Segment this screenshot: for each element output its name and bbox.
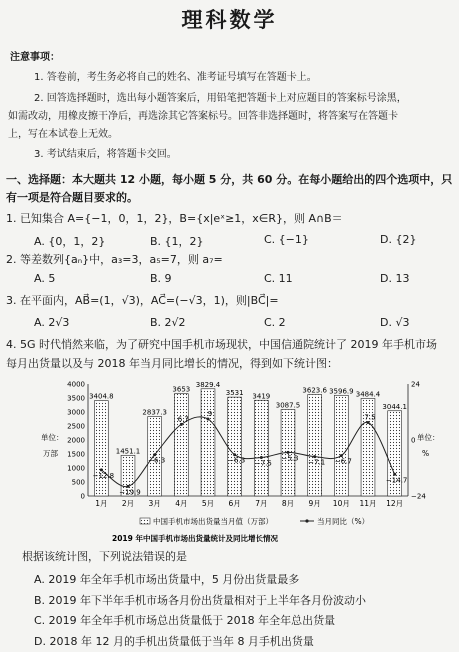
left-tick-label: 4000 xyxy=(67,380,85,389)
bar-value-label: 3531 xyxy=(225,389,244,398)
q4-ask: 根据该统计图，下列说法错误的是 xyxy=(22,550,187,563)
bar-value-label: 3829.4 xyxy=(195,380,221,389)
bar xyxy=(201,389,215,496)
q3-stem: 3. 在平面内，AB⃗=(1，√3)，AC⃗=(−√3，1)，则|BC⃗|= xyxy=(6,294,279,307)
q1-stem: 1. 已知集合 A={−1，0，1，2}，B={x|eˣ≥1，x∈R}，则 A∩B＝ xyxy=(6,212,343,225)
growth-value-label: −14.7 xyxy=(385,476,408,485)
bar xyxy=(228,397,242,496)
growth-value-label: −6.7 xyxy=(334,457,352,466)
x-tick-label: 12月 xyxy=(386,499,404,508)
q4-option-a: A. 2019 年全年手机市场出货量中，5 月份出货量最多 xyxy=(34,573,300,586)
x-tick-label: 8月 xyxy=(281,499,295,508)
x-tick-label: 10月 xyxy=(332,499,350,508)
bar-value-label: 3419 xyxy=(252,392,271,401)
growth-value-label: −7.1 xyxy=(308,458,326,467)
right-tick-label: 0 xyxy=(411,436,416,445)
growth-value-label: −19.9 xyxy=(119,488,141,497)
note-line-3: 如需改动，用橡皮擦干净后，再选涂其它答案标号。回答非选择题时，将答案写在答题卡 xyxy=(8,111,398,122)
legend-line-marker xyxy=(305,519,308,522)
x-tick-label: 11月 xyxy=(359,499,377,508)
bar xyxy=(308,395,322,496)
left-axis-label-2: 万部 xyxy=(43,449,58,458)
left-tick-label: 500 xyxy=(71,478,85,487)
q1-option-b: B. {1，2} xyxy=(150,235,204,248)
shipment-chart xyxy=(32,378,440,548)
x-tick-label: 3月 xyxy=(148,499,161,508)
q2-stem: 2. 等差数列{aₙ}中，a₃=3，a₅=7，则 a₇= xyxy=(6,253,223,266)
bar-value-label: 3484.4 xyxy=(355,390,381,399)
right-tick-label: 24 xyxy=(411,380,420,389)
page-title: 理科数学 xyxy=(181,7,278,32)
notes-heading: 注意事项： xyxy=(10,52,60,63)
q2-option-a: A. 5 xyxy=(34,272,56,285)
q4-stem-1: 4. 5G 时代悄然来临，为了研究中国手机市场现状，中国信通院统计了 2019 年手机市场 xyxy=(6,338,437,351)
bar-value-label: 3404.8 xyxy=(89,392,114,401)
right-axis-label-1: 单位： xyxy=(417,433,440,442)
left-tick-label: 3500 xyxy=(67,394,85,403)
q3-option-a: A. 2√3 xyxy=(34,316,70,329)
x-tick-label: 1月 xyxy=(95,499,108,508)
growth-value-label: 9 xyxy=(207,410,213,418)
x-tick-label: 9月 xyxy=(308,499,321,508)
note-line-2: 2. 回答选择题时，选出每小题答案后，用铅笔把答题卡上对应题目的答案标号涂黑， xyxy=(34,93,407,104)
x-tick-label: 7月 xyxy=(255,499,268,508)
q1-option-a: A. {0，1，2} xyxy=(34,235,106,248)
q1-option-d: D. {2} xyxy=(380,233,417,246)
x-tick-label: 6月 xyxy=(228,499,241,508)
legend-line-label: 当月同比（%） xyxy=(317,517,370,526)
section-heading: 一、选择题：本大题共 12 小题，每小题 5 分，共 60 分。在每小题给出的四个选项中，只 xyxy=(6,173,453,186)
growth-value-label: −6.3 xyxy=(228,456,246,465)
q4-option-b: B. 2019 年下半年手机市场各月份出货量相对于上半年各月份波动小 xyxy=(34,594,367,607)
note-line-5: 3. 考试结束后，将答题卡交回。 xyxy=(34,149,177,160)
growth-line xyxy=(101,417,394,487)
x-tick-label: 2月 xyxy=(121,499,135,508)
x-tick-label: 4月 xyxy=(175,499,188,508)
bar-value-label: 3596.9 xyxy=(329,387,354,396)
note-line-1: 1. 答卷前，考生务必将自己的姓名、准考证号填写在答题卡上。 xyxy=(34,72,317,83)
bar xyxy=(174,394,188,496)
bar-value-label: 1451.1 xyxy=(115,447,141,456)
growth-value-label: −5.3 xyxy=(281,454,299,463)
q4-option-c: C. 2019 年全年手机市场总出货量低于 2018 年全年总出货量 xyxy=(34,614,336,627)
left-tick-label: 1000 xyxy=(67,464,85,473)
right-axis-label-2: % xyxy=(422,449,430,458)
right-tick-label: −24 xyxy=(411,492,426,501)
note-line-4: 上，写在本试卷上无效。 xyxy=(8,129,118,140)
q2-option-b: B. 9 xyxy=(150,272,172,285)
q1-option-c: C. {−1} xyxy=(264,233,309,246)
q2-option-d: D. 13 xyxy=(380,272,410,285)
bar-value-label: 2837.3 xyxy=(142,408,167,417)
growth-value-label: −7.5 xyxy=(254,459,272,468)
left-tick-label: 2000 xyxy=(67,436,85,445)
q3-option-d: D. √3 xyxy=(380,316,410,329)
bar-value-label: 3044.1 xyxy=(382,402,407,411)
legend-bar-swatch xyxy=(140,518,150,524)
left-axis-label-1: 单位： xyxy=(41,433,64,442)
x-tick-label: 5月 xyxy=(201,499,215,508)
bar-value-label: 3653 xyxy=(172,385,191,394)
left-tick-label: 3000 xyxy=(67,408,85,417)
q3-option-c: C. 2 xyxy=(264,316,286,329)
bar-value-label: 3623.6 xyxy=(302,386,327,395)
left-tick-label: 2500 xyxy=(67,422,85,431)
growth-value-label: −12.8 xyxy=(92,471,115,480)
bar-value-label: 3087.5 xyxy=(275,401,301,410)
q3-option-b: B. 2√2 xyxy=(150,316,186,329)
left-tick-label: 0 xyxy=(80,492,85,501)
growth-value-label: 6.7 xyxy=(177,415,189,424)
growth-value-label: −6.3 xyxy=(148,456,166,465)
bar xyxy=(94,401,108,496)
q2-option-c: C. 11 xyxy=(264,272,293,285)
bar xyxy=(254,400,268,496)
q4-option-d: D. 2018 年 12 月的手机出货量低于当年 8 月手机出货量 xyxy=(34,635,314,648)
left-tick-label: 1500 xyxy=(67,450,85,459)
chart-title: 2019 年中国手机市场出货量统计及同比增长情况 xyxy=(112,534,278,543)
legend-bar-label: 中国手机市场出货量当月值（万部） xyxy=(153,517,273,526)
growth-value-label: 7.5 xyxy=(364,413,376,422)
q4-stem-2: 每月出货量以及与 2018 年当月同比增长的情况，得到如下统计图： xyxy=(6,357,338,370)
section-heading-2: 有一项是符合题目要求的。 xyxy=(6,191,138,204)
bar xyxy=(334,395,348,496)
